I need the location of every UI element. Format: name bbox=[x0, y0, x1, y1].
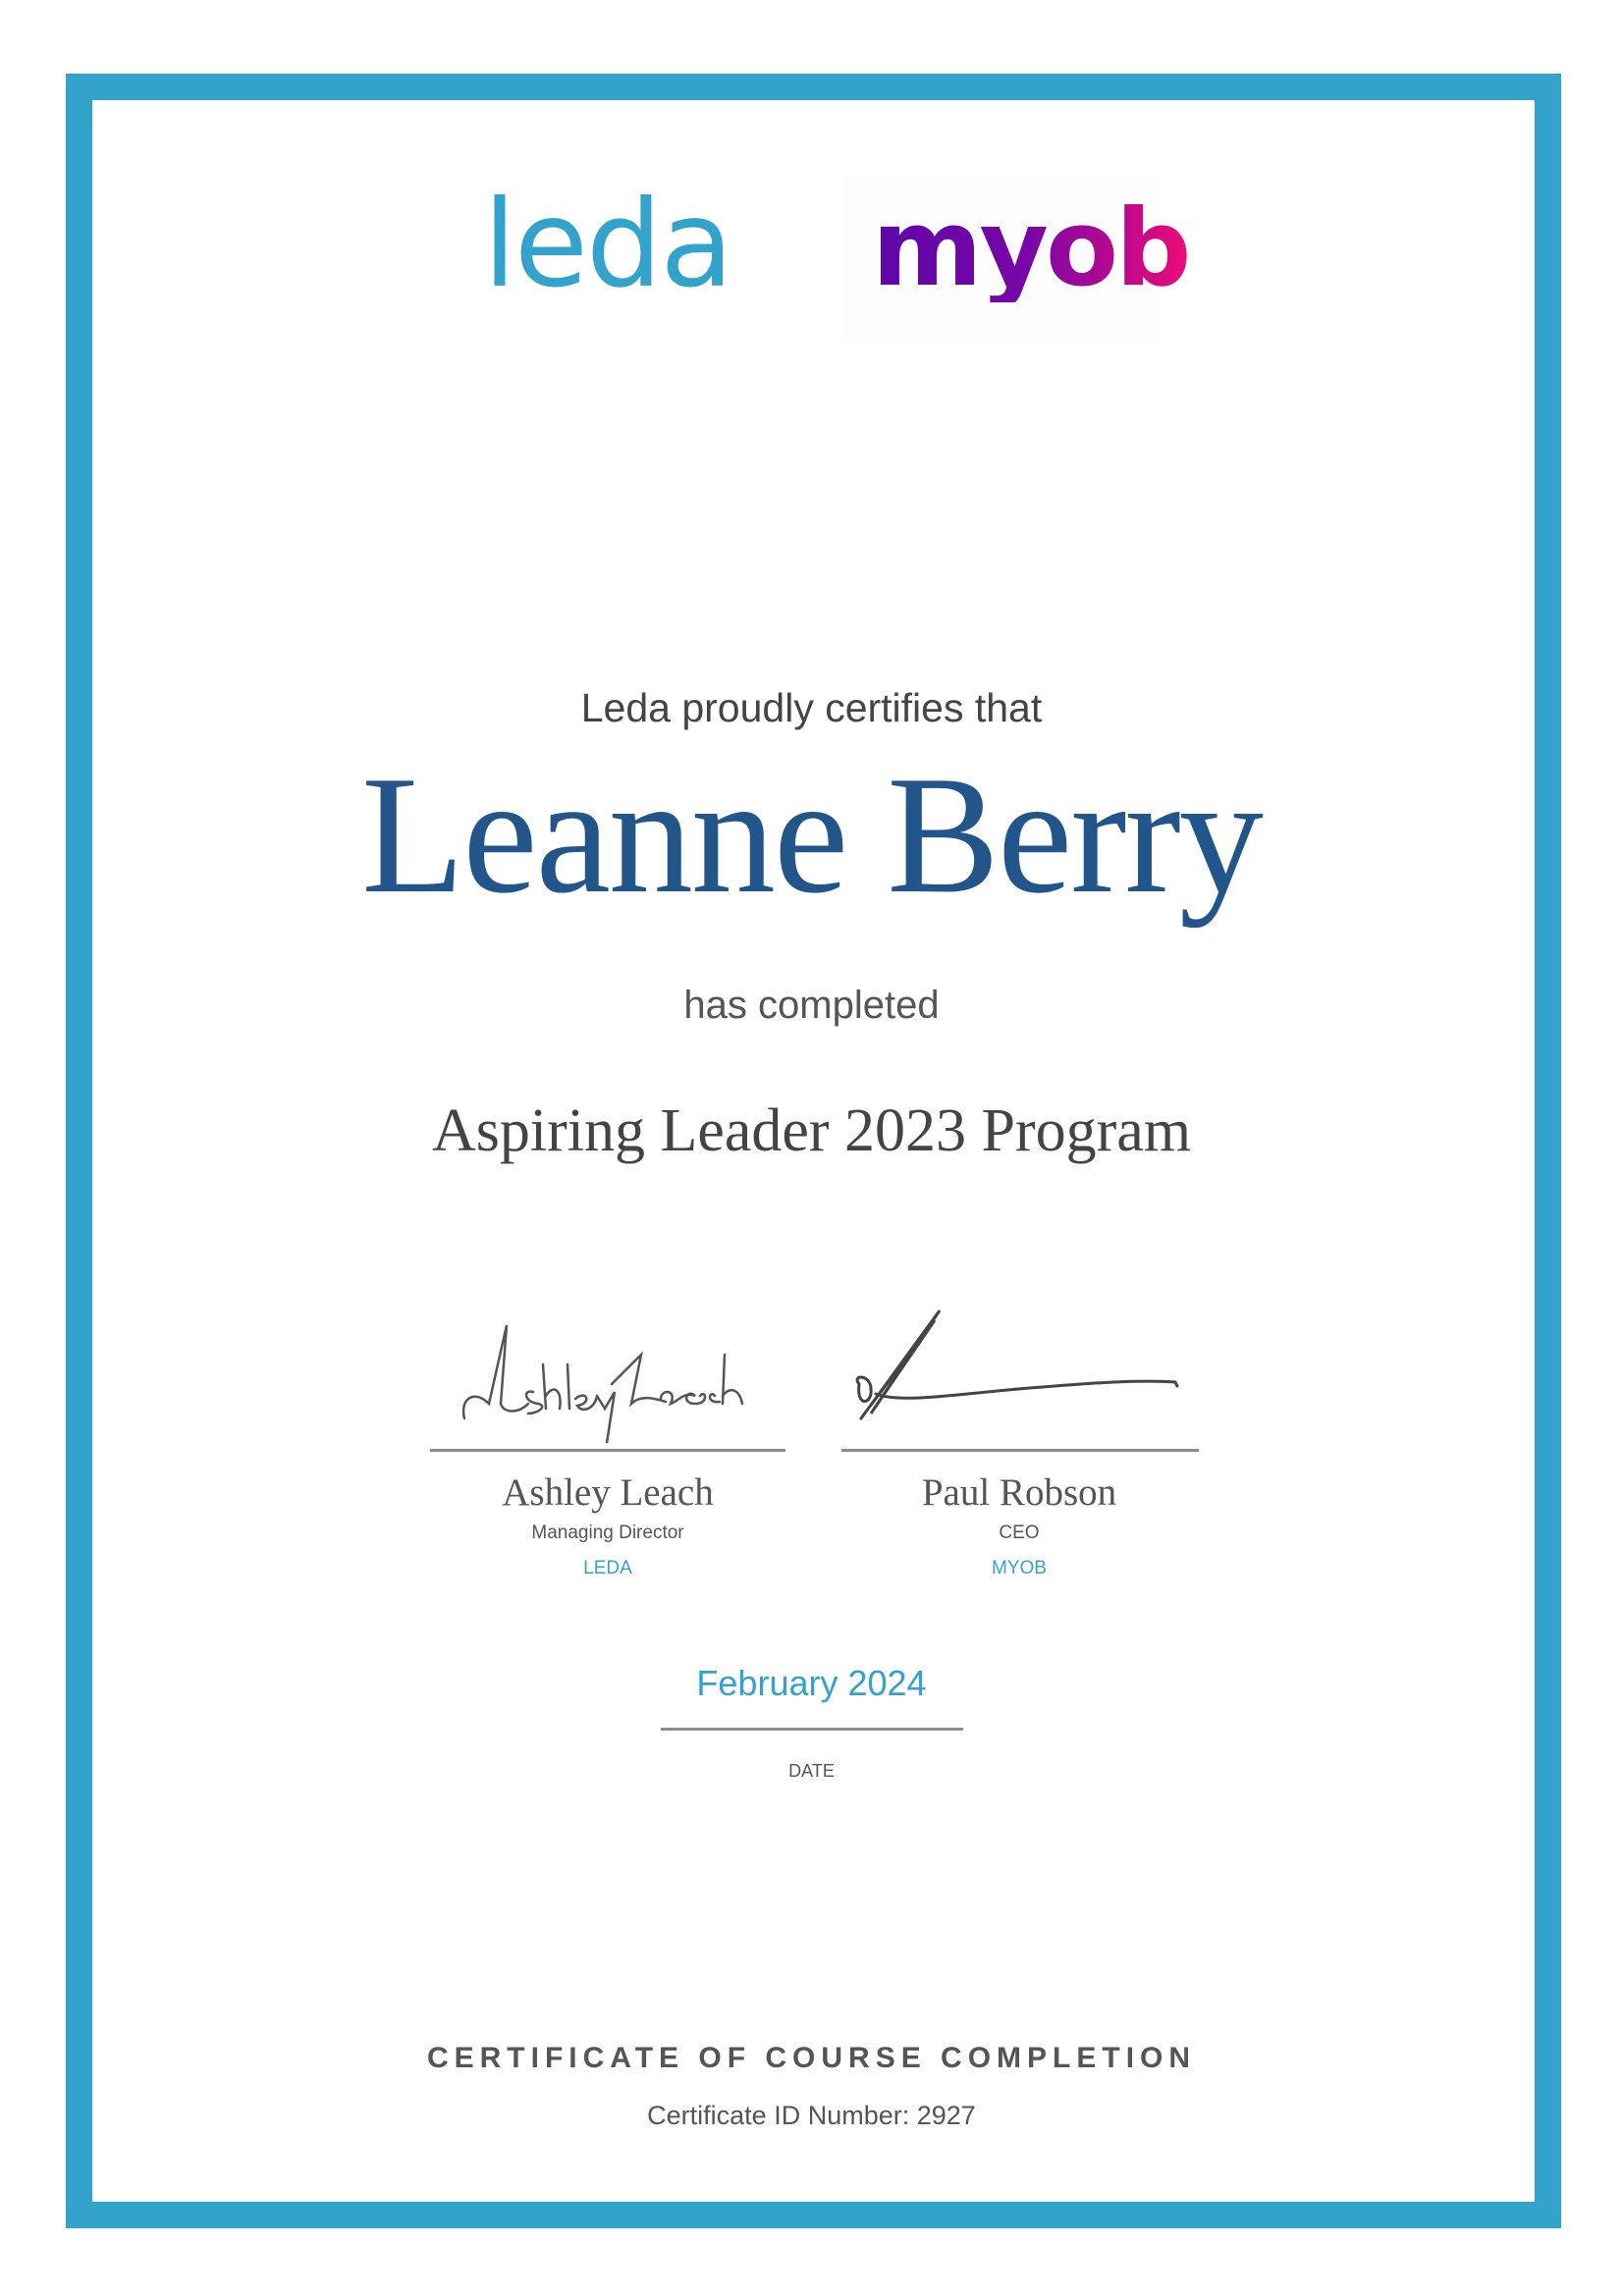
intro-text: Leda proudly certifies that bbox=[580, 685, 1043, 730]
completed-text: has completed bbox=[683, 984, 940, 1027]
signature-line bbox=[841, 1449, 1199, 1452]
signatory-company: LEDA bbox=[583, 1558, 632, 1578]
signatory-name: Paul Robson bbox=[921, 1471, 1117, 1514]
certificate-id-label: Certificate ID Number: bbox=[647, 2101, 910, 2130]
signature-ashley-leach bbox=[430, 1306, 785, 1443]
certificate-title: CERTIFICATE OF COURSE COMPLETION bbox=[426, 2042, 1197, 2074]
signatory-company: MYOB bbox=[992, 1558, 1047, 1578]
recipient-name: Leanne Berry bbox=[361, 742, 1262, 929]
signature-line bbox=[430, 1449, 785, 1452]
myob-logo: myob bbox=[872, 187, 1189, 310]
signature-paul-robson bbox=[841, 1296, 1197, 1433]
signatory-name: Ashley Leach bbox=[502, 1471, 714, 1514]
program-name: Aspiring Leader 2023 Program bbox=[431, 1097, 1192, 1164]
signatory-title: Managing Director bbox=[531, 1522, 684, 1543]
leda-logo: leda bbox=[483, 175, 732, 314]
certificate-id bbox=[0, 2101, 1623, 2131]
date-line bbox=[661, 1728, 963, 1731]
completion-date: February 2024 bbox=[696, 1663, 927, 1703]
signatory-title: CEO bbox=[999, 1522, 1040, 1543]
certificate-id-value: 2927 bbox=[916, 2101, 976, 2130]
date-label: DATE bbox=[788, 1761, 835, 1781]
